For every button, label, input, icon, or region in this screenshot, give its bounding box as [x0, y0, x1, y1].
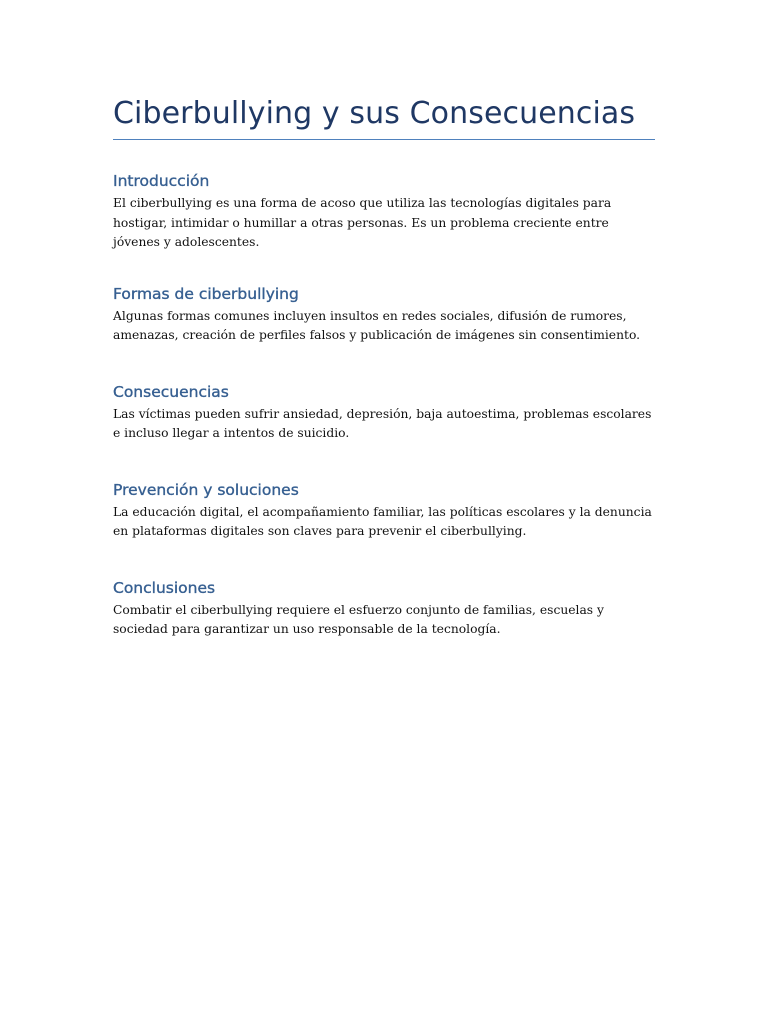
- section-introduccion: [113, 170, 655, 253]
- section-conclusiones: [113, 577, 655, 640]
- section-heading: Prevención y soluciones: [113, 480, 299, 499]
- title-divider: [113, 139, 655, 140]
- section-prevencion: [113, 479, 655, 542]
- section-heading: Introducción: [113, 172, 210, 190]
- section-heading: Conclusiones: [113, 578, 216, 597]
- section-body: Algunas formas comunes incluyen insultos en redes sociales, difusión de rumores, amenazas, creación de perfiles falsos y publicación de imágenes sin consentimiento.: [113, 308, 641, 342]
- section-heading: Formas de ciberbullying: [113, 284, 299, 303]
- section-heading: Consecuencias: [113, 382, 229, 401]
- document-title: Ciberbullying y sus Consecuencias: [113, 96, 636, 131]
- document-page: [113, 0, 655, 640]
- section-body: Combatir el ciberbullying requiere el esfuerzo conjunto de familias, escuelas y sociedad para garantizar un uso responsable de la tecnología.: [113, 602, 604, 636]
- section-body: La educación digital, el acompañamiento familiar, las políticas escolares y la denuncia en plataformas digitales son claves para prevenir el ciberbullying.: [113, 504, 652, 538]
- section-body: El ciberbullying es una forma de acoso que utiliza las tecnologías digitales para hostigar, intimidar o humillar a otras personas. Es un problema creciente entre jóvenes y adolescentes.: [113, 196, 612, 249]
- section-body: Las víctimas pueden sufrir ansiedad, depresión, baja autoestima, problemas escolares e incluso llegar a intentos de suicidio.: [113, 406, 652, 440]
- section-formas: [113, 283, 655, 346]
- section-consecuencias: [113, 381, 655, 444]
